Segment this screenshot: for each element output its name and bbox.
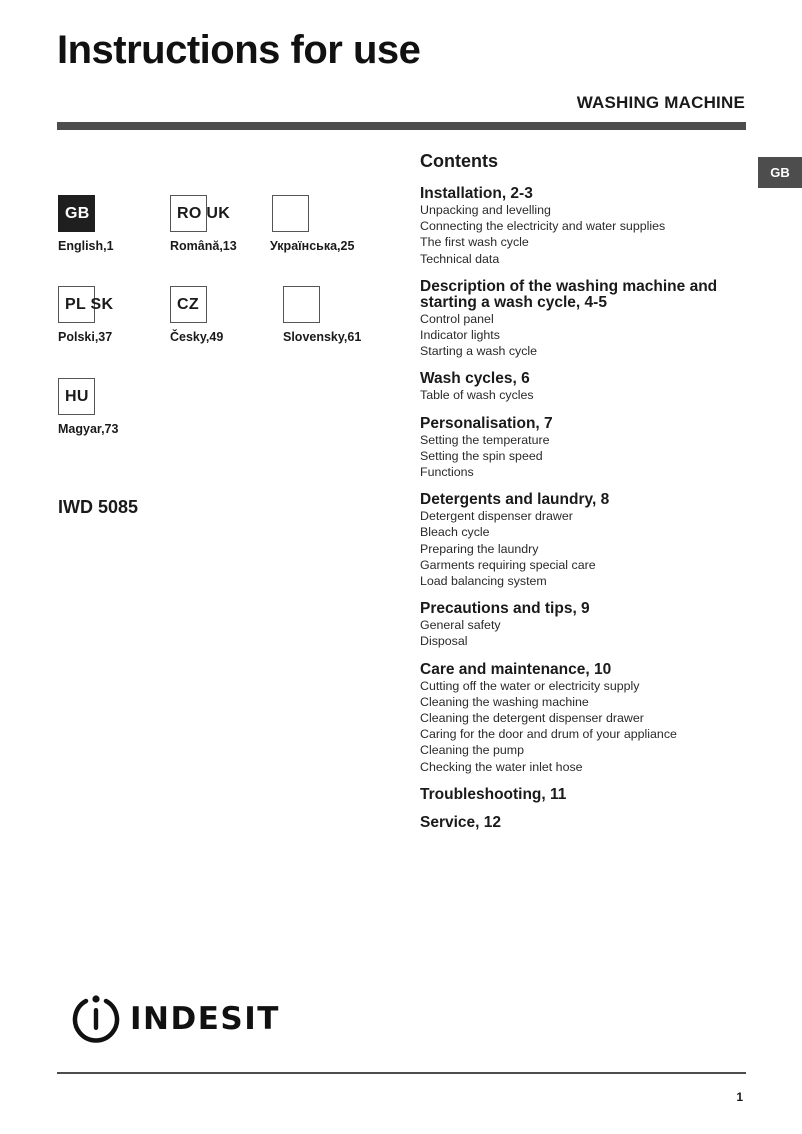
toc-section-description [420,279,750,360]
language-entry-cesky[interactable] [170,286,223,344]
toc-item[interactable]: Unpacking and levelling [420,203,551,217]
toc-item[interactable]: The first wash cycle [420,235,529,250]
language-code-box [272,195,309,232]
toc-section-title[interactable]: Precautions and tips, 9 [420,600,590,618]
page-title: Instructions for use [57,28,421,72]
toc-section-title[interactable]: Personalisation, 7 [420,414,553,432]
language-entry-english[interactable] [58,195,114,253]
toc-item[interactable]: Load balancing system [420,574,547,589]
toc-section-title[interactable]: Troubleshooting, 11 [420,785,567,803]
brand-logo [70,993,280,1045]
toc-section-troubleshooting [420,787,750,803]
toc-item[interactable]: Setting the temperature [420,432,550,447]
model-number: IWD 5085 [58,497,139,517]
toc-item[interactable]: Cutting off the water or electricity supply [420,678,640,693]
toc-item[interactable]: Caring for the door and drum of your appliance [420,727,677,742]
toc-section-title[interactable]: Description of the washing machine and starting a wash cycle, 4-5 [420,277,718,311]
language-code: RO UK [177,205,231,222]
brand-name: INDESIT [130,1001,280,1037]
language-code-box [58,195,95,232]
toc-item[interactable]: Table of wash cycles [420,388,534,403]
language-code-box [58,286,114,323]
product-type: WASHING MACHINE [576,93,745,112]
toc-item[interactable]: Checking the water inlet hose [420,759,583,774]
toc-item[interactable]: Control panel [420,311,494,326]
toc-item[interactable]: Bleach cycle [420,525,490,540]
language-entry-slovensky[interactable] [283,286,361,344]
footer-divider [57,1072,746,1074]
toc-section-care [420,662,750,775]
contents-heading: Contents [420,151,498,171]
toc-item[interactable]: Setting the spin speed [420,448,543,463]
table-of-contents [420,151,750,843]
toc-section-title[interactable]: Wash cycles, 6 [420,370,530,388]
language-label: English,1 [58,239,114,253]
language-label: Česky,49 [170,330,224,344]
language-label: Magyar,73 [58,422,119,436]
language-code-box [170,195,231,232]
language-side-tab: GB [758,157,802,188]
language-entry-ukrainian[interactable] [272,195,354,253]
language-entry-magyar[interactable] [58,378,118,436]
toc-item[interactable]: Technical data [420,251,500,266]
language-code: GB [65,205,90,222]
toc-section-personalisation [420,416,750,481]
toc-item[interactable]: Cleaning the pump [420,743,525,758]
language-code-box [58,378,95,415]
toc-item[interactable]: Cleaning the detergent dispenser drawer [420,711,644,726]
language-label: Polski,37 [58,330,113,344]
toc-section-detergents [420,492,750,589]
language-code: PL SK [65,296,114,313]
toc-section-title[interactable]: Service, 12 [420,813,502,831]
toc-section-service [420,815,750,831]
toc-item[interactable]: Garments requiring special care [420,557,596,572]
toc-item[interactable]: Functions [420,465,474,480]
toc-section-precautions [420,601,750,649]
language-entry-romana-ukrainian[interactable] [170,195,237,253]
page-number: 1 [736,1090,743,1104]
toc-section-installation [420,186,750,267]
language-label: Українська,25 [270,239,355,253]
language-code-box [170,286,207,323]
toc-item[interactable]: Indicator lights [420,328,500,343]
toc-item[interactable]: Disposal [420,634,468,649]
toc-item[interactable]: General safety [420,618,501,633]
header-divider [57,122,746,130]
language-label: Română,13 [170,239,237,253]
indesit-power-icon [70,993,122,1045]
toc-item[interactable]: Cleaning the washing machine [420,694,589,709]
toc-section-wash-cycles [420,371,750,403]
toc-section-title[interactable]: Installation, 2-3 [420,185,533,202]
language-code: CZ [177,296,199,313]
language-code-box [283,286,320,323]
toc-item[interactable]: Preparing the laundry [420,541,539,556]
toc-section-title[interactable]: Care and maintenance, 10 [420,660,612,678]
toc-item[interactable]: Connecting the electricity and water supplies [420,219,666,234]
toc-item[interactable]: Starting a wash cycle [420,344,538,359]
language-label: Slovensky,61 [283,330,362,344]
language-code: HU [65,388,89,405]
language-entry-polski-slovak[interactable] [58,286,112,344]
toc-item[interactable]: Detergent dispenser drawer [420,509,573,524]
toc-section-title[interactable]: Detergents and laundry, 8 [420,491,610,509]
